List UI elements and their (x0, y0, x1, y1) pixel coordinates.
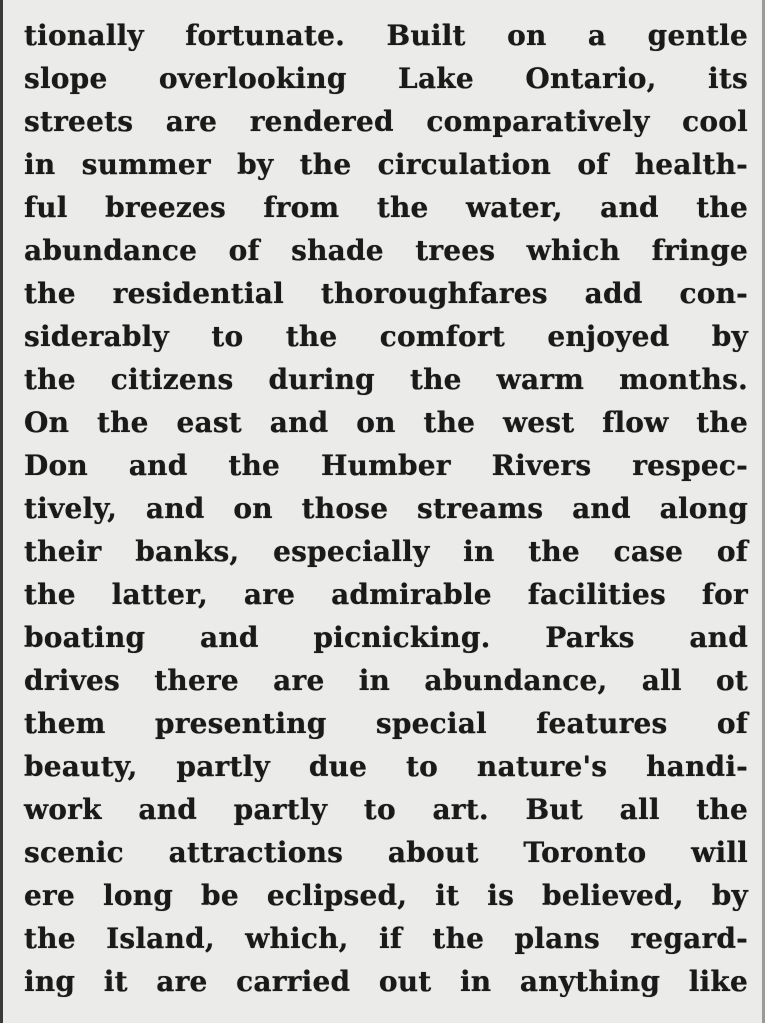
text-line: tively, and on those streams and along (24, 492, 748, 525)
text-line: the residential thoroughfares add con- (24, 277, 748, 310)
text-line: siderably to the comfort enjoyed by (24, 320, 748, 353)
text-line: their banks, especially in the case of (24, 535, 748, 568)
text-line: beauty, partly due to nature's handi- (24, 750, 748, 783)
text-line: work and partly to art. But all the (24, 793, 748, 826)
text-line: ing it are carried out in anything like (24, 965, 748, 998)
text-line: slope overlooking Lake Ontario, its (24, 62, 748, 95)
text-line: drives there are in abundance, all ot (24, 664, 748, 697)
text-line: ere long be eclipsed, it is believed, by (24, 879, 748, 912)
text-line: streets are rendered comparatively cool (24, 105, 748, 138)
text-line: the citizens during the warm months. (24, 363, 748, 396)
text-line: scenic attractions about Toronto will (24, 836, 748, 869)
text-line: ful breezes from the water, and the (24, 191, 748, 224)
text-line: Don and the Humber Rivers respec- (24, 449, 748, 482)
text-line: in summer by the circulation of health- (24, 148, 748, 181)
text-line: boating and picnicking. Parks and (24, 621, 748, 654)
text-line: them presenting special features of (24, 707, 748, 740)
text-line: tionally fortunate. Built on a gentle (24, 19, 748, 52)
text-line: abundance of shade trees which fringe (24, 234, 748, 267)
text-line: the latter, are admirable facilities for (24, 578, 748, 611)
article-column (24, 14, 748, 1003)
text-line: the Island, which, if the plans regard- (24, 922, 748, 955)
text-line: On the east and on the west flow the (24, 406, 748, 439)
